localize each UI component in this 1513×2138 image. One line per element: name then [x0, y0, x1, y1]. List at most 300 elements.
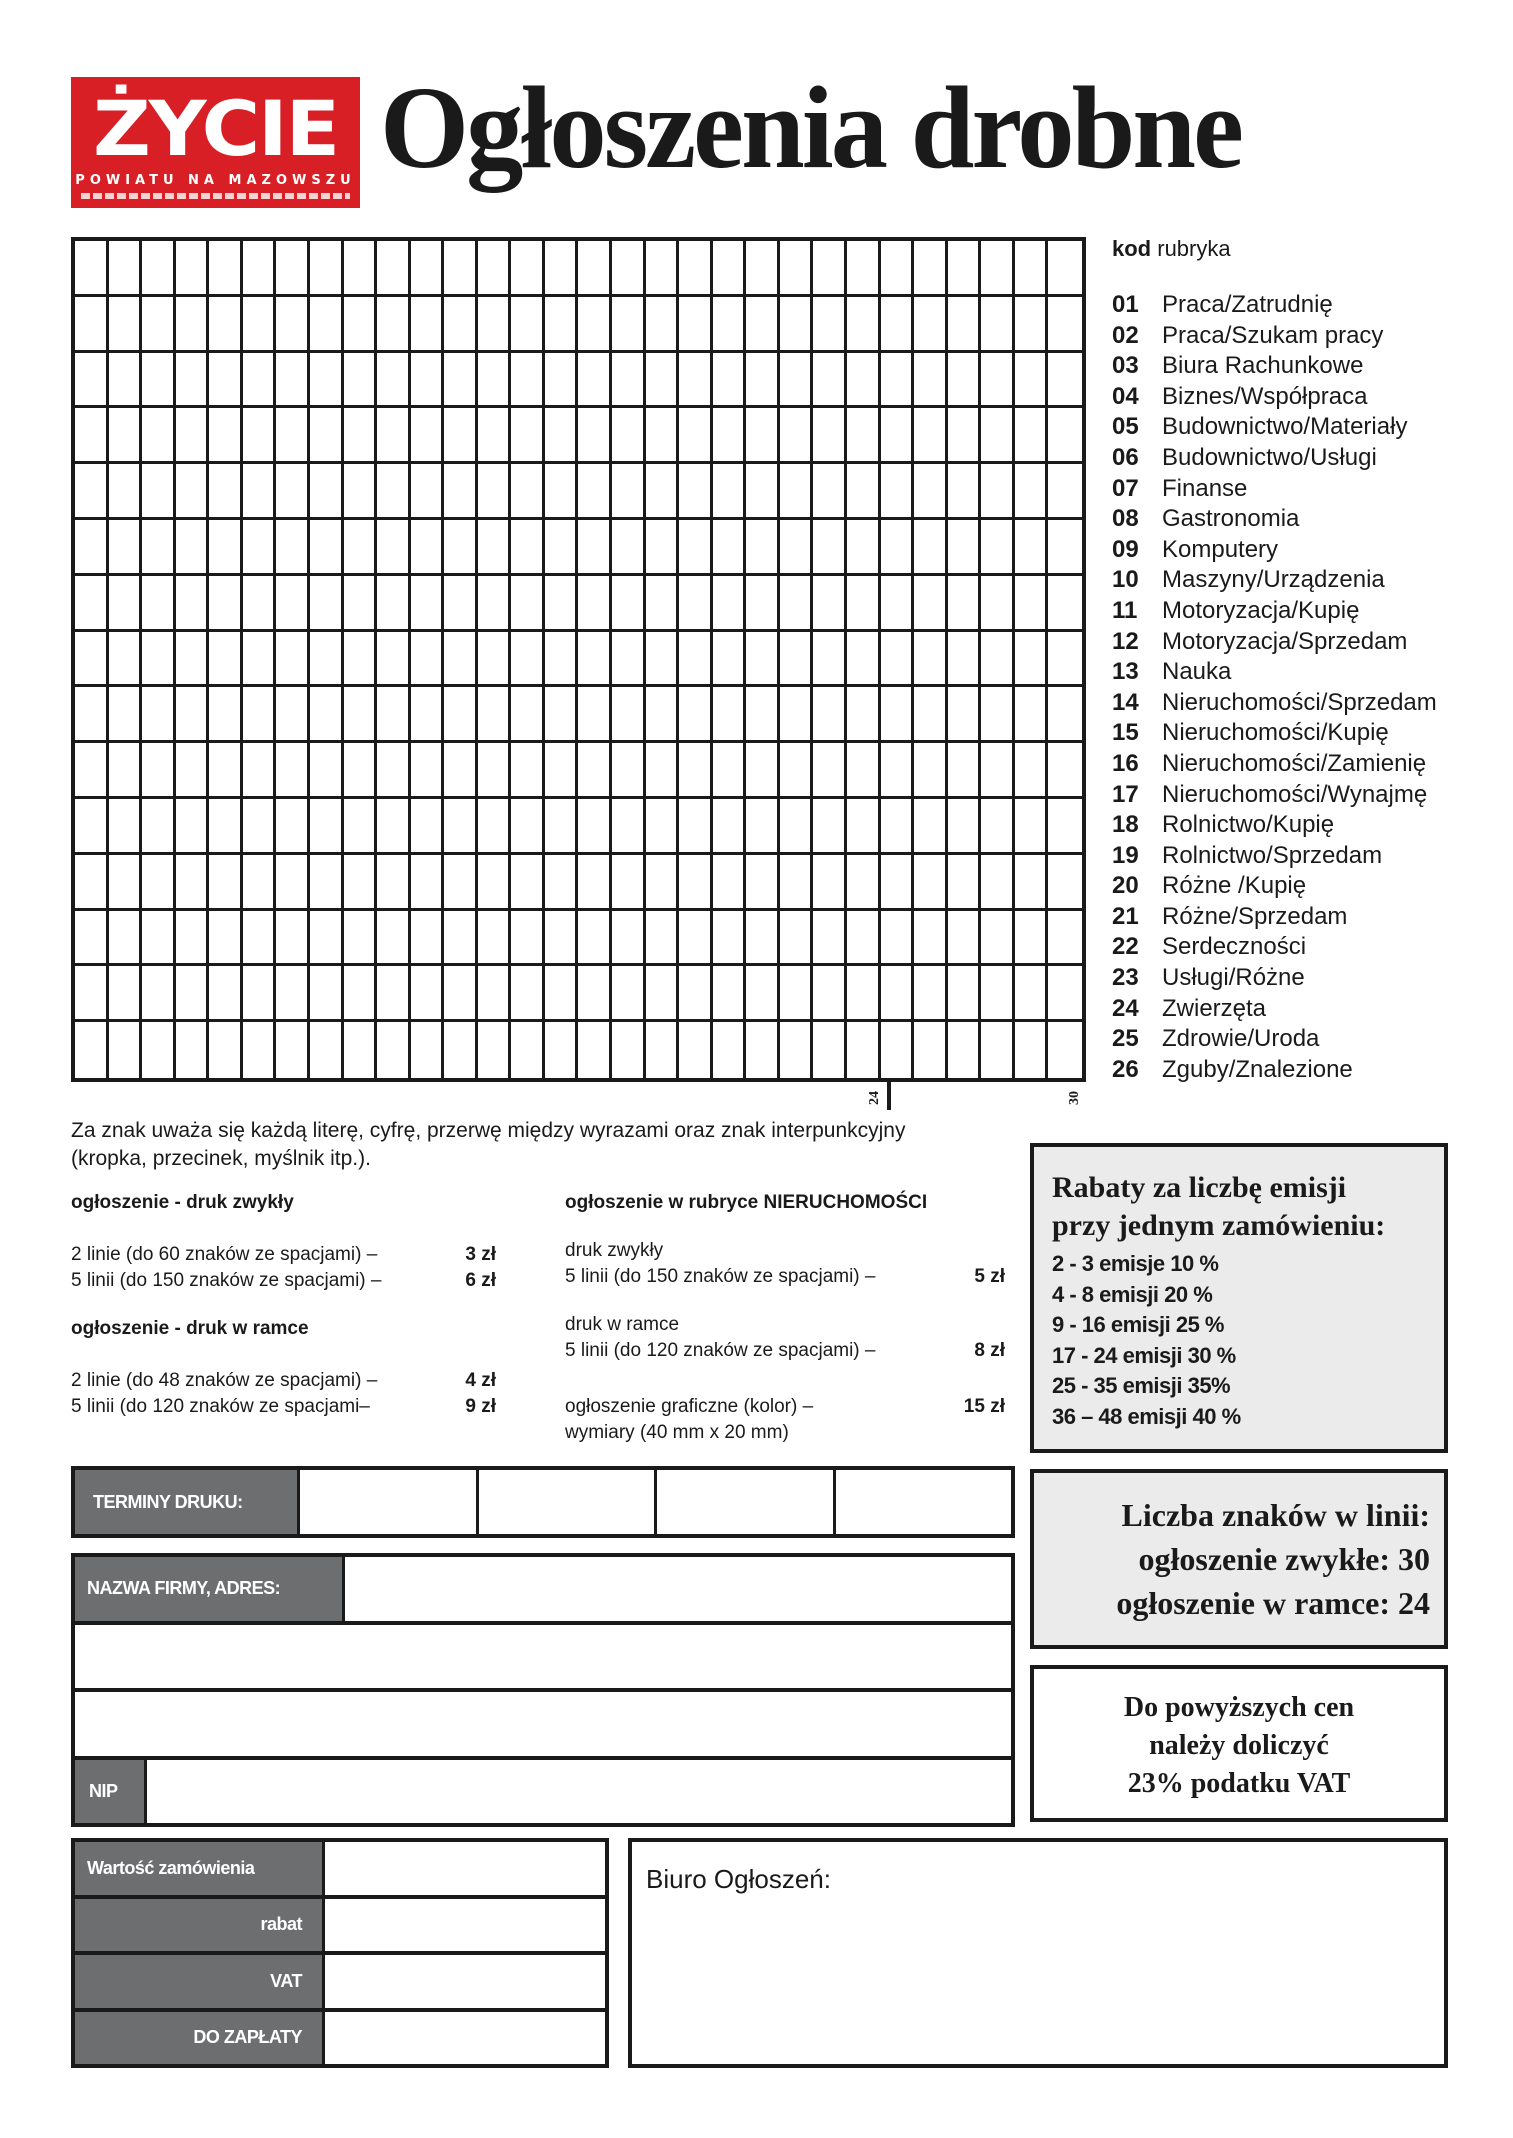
grid-cell[interactable]	[310, 241, 344, 297]
grid-cell[interactable]	[75, 855, 109, 911]
grid-cell[interactable]	[948, 743, 982, 799]
grid-cell[interactable]	[310, 632, 344, 688]
grid-cell[interactable]	[578, 911, 612, 967]
grid-cell[interactable]	[142, 632, 176, 688]
grid-cell[interactable]	[612, 1022, 646, 1078]
grid-cell[interactable]	[881, 966, 915, 1022]
grid-cell[interactable]	[109, 353, 143, 409]
grid-cell[interactable]	[780, 353, 814, 409]
grid-cell[interactable]	[881, 911, 915, 967]
grid-cell[interactable]	[948, 576, 982, 632]
grid-cell[interactable]	[780, 799, 814, 855]
grid-cell[interactable]	[511, 576, 545, 632]
grid-cell[interactable]	[209, 911, 243, 967]
grid-cell[interactable]	[612, 408, 646, 464]
grid-cell[interactable]	[914, 1022, 948, 1078]
grid-cell[interactable]	[746, 632, 780, 688]
grid-cell[interactable]	[344, 520, 378, 576]
grid-cell[interactable]	[780, 241, 814, 297]
grid-cell[interactable]	[713, 799, 747, 855]
grid-cell[interactable]	[713, 855, 747, 911]
grid-cell[interactable]	[914, 799, 948, 855]
grid-cell[interactable]	[478, 799, 512, 855]
grid-cell[interactable]	[847, 743, 881, 799]
grid-cell[interactable]	[813, 408, 847, 464]
grid-cell[interactable]	[176, 576, 210, 632]
grid-cell[interactable]	[243, 408, 277, 464]
grid-cell[interactable]	[646, 1022, 680, 1078]
grid-cell[interactable]	[478, 241, 512, 297]
grid-cell[interactable]	[444, 520, 478, 576]
discount-field[interactable]	[325, 1899, 605, 1952]
grid-cell[interactable]	[948, 799, 982, 855]
grid-cell[interactable]	[881, 353, 915, 409]
grid-cell[interactable]	[1048, 743, 1082, 799]
grid-cell[interactable]	[75, 1022, 109, 1078]
grid-cell[interactable]	[377, 241, 411, 297]
grid-cell[interactable]	[948, 241, 982, 297]
grid-cell[interactable]	[310, 966, 344, 1022]
grid-cell[interactable]	[914, 687, 948, 743]
grid-cell[interactable]	[679, 520, 713, 576]
grid-cell[interactable]	[243, 743, 277, 799]
grid-cell[interactable]	[713, 297, 747, 353]
grid-cell[interactable]	[411, 799, 445, 855]
grid-cell[interactable]	[948, 632, 982, 688]
grid-cell[interactable]	[411, 241, 445, 297]
grid-cell[interactable]	[981, 743, 1015, 799]
grid-cell[interactable]	[1048, 353, 1082, 409]
grid-cell[interactable]	[276, 408, 310, 464]
grid-cell[interactable]	[914, 464, 948, 520]
grid-cell[interactable]	[377, 576, 411, 632]
grid-cell[interactable]	[310, 576, 344, 632]
grid-cell[interactable]	[780, 520, 814, 576]
grid-cell[interactable]	[578, 464, 612, 520]
grid-cell[interactable]	[142, 408, 176, 464]
grid-cell[interactable]	[176, 911, 210, 967]
grid-cell[interactable]	[478, 743, 512, 799]
grid-cell[interactable]	[847, 966, 881, 1022]
grid-cell[interactable]	[545, 799, 579, 855]
grid-cell[interactable]	[914, 408, 948, 464]
grid-cell[interactable]	[1048, 855, 1082, 911]
grid-cell[interactable]	[478, 408, 512, 464]
ad-office-box[interactable]	[628, 1838, 1448, 2068]
grid-cell[interactable]	[813, 576, 847, 632]
grid-cell[interactable]	[344, 1022, 378, 1078]
grid-cell[interactable]	[612, 911, 646, 967]
grid-cell[interactable]	[780, 911, 814, 967]
grid-cell[interactable]	[109, 1022, 143, 1078]
total-field[interactable]	[325, 2012, 605, 2065]
grid-cell[interactable]	[310, 464, 344, 520]
grid-cell[interactable]	[948, 911, 982, 967]
grid-cell[interactable]	[444, 799, 478, 855]
grid-cell[interactable]	[109, 799, 143, 855]
grid-cell[interactable]	[411, 743, 445, 799]
grid-cell[interactable]	[310, 743, 344, 799]
grid-cell[interactable]	[310, 687, 344, 743]
grid-cell[interactable]	[813, 297, 847, 353]
grid-cell[interactable]	[713, 632, 747, 688]
address-line-2-field[interactable]	[75, 1692, 1011, 1756]
grid-cell[interactable]	[780, 297, 814, 353]
grid-cell[interactable]	[646, 687, 680, 743]
grid-cell[interactable]	[176, 464, 210, 520]
grid-cell[interactable]	[746, 1022, 780, 1078]
grid-cell[interactable]	[377, 408, 411, 464]
grid-cell[interactable]	[142, 353, 176, 409]
grid-cell[interactable]	[646, 855, 680, 911]
grid-cell[interactable]	[981, 966, 1015, 1022]
grid-cell[interactable]	[344, 297, 378, 353]
grid-cell[interactable]	[209, 966, 243, 1022]
grid-cell[interactable]	[981, 1022, 1015, 1078]
grid-cell[interactable]	[746, 520, 780, 576]
grid-cell[interactable]	[679, 911, 713, 967]
grid-cell[interactable]	[209, 1022, 243, 1078]
grid-cell[interactable]	[344, 576, 378, 632]
grid-cell[interactable]	[746, 353, 780, 409]
grid-cell[interactable]	[411, 408, 445, 464]
grid-cell[interactable]	[377, 911, 411, 967]
grid-cell[interactable]	[142, 966, 176, 1022]
grid-cell[interactable]	[243, 632, 277, 688]
grid-cell[interactable]	[444, 241, 478, 297]
grid-cell[interactable]	[109, 520, 143, 576]
grid-cell[interactable]	[344, 241, 378, 297]
grid-cell[interactable]	[511, 743, 545, 799]
grid-cell[interactable]	[545, 464, 579, 520]
grid-cell[interactable]	[545, 241, 579, 297]
grid-cell[interactable]	[511, 966, 545, 1022]
grid-cell[interactable]	[847, 297, 881, 353]
grid-cell[interactable]	[109, 576, 143, 632]
grid-cell[interactable]	[142, 1022, 176, 1078]
grid-cell[interactable]	[981, 911, 1015, 967]
grid-cell[interactable]	[646, 632, 680, 688]
grid-cell[interactable]	[713, 464, 747, 520]
grid-cell[interactable]	[411, 632, 445, 688]
grid-cell[interactable]	[746, 464, 780, 520]
grid-cell[interactable]	[981, 464, 1015, 520]
grid-cell[interactable]	[75, 408, 109, 464]
grid-cell[interactable]	[881, 1022, 915, 1078]
grid-cell[interactable]	[813, 799, 847, 855]
grid-cell[interactable]	[813, 241, 847, 297]
grid-cell[interactable]	[243, 966, 277, 1022]
grid-cell[interactable]	[1048, 408, 1082, 464]
grid-cell[interactable]	[578, 632, 612, 688]
grid-cell[interactable]	[847, 1022, 881, 1078]
grid-cell[interactable]	[511, 464, 545, 520]
grid-cell[interactable]	[1015, 1022, 1049, 1078]
grid-cell[interactable]	[612, 799, 646, 855]
grid-cell[interactable]	[478, 966, 512, 1022]
grid-cell[interactable]	[1048, 799, 1082, 855]
grid-cell[interactable]	[243, 241, 277, 297]
grid-cell[interactable]	[646, 799, 680, 855]
grid-cell[interactable]	[75, 576, 109, 632]
grid-cell[interactable]	[646, 966, 680, 1022]
grid-cell[interactable]	[176, 1022, 210, 1078]
grid-cell[interactable]	[176, 408, 210, 464]
grid-cell[interactable]	[545, 855, 579, 911]
grid-cell[interactable]	[646, 520, 680, 576]
grid-cell[interactable]	[847, 911, 881, 967]
grid-cell[interactable]	[243, 799, 277, 855]
grid-cell[interactable]	[444, 911, 478, 967]
grid-cell[interactable]	[780, 966, 814, 1022]
grid-cell[interactable]	[679, 353, 713, 409]
grid-cell[interactable]	[545, 408, 579, 464]
grid-cell[interactable]	[176, 520, 210, 576]
grid-cell[interactable]	[948, 520, 982, 576]
grid-cell[interactable]	[109, 464, 143, 520]
grid-cell[interactable]	[478, 353, 512, 409]
grid-cell[interactable]	[914, 297, 948, 353]
grid-cell[interactable]	[176, 241, 210, 297]
grid-cell[interactable]	[411, 297, 445, 353]
grid-cell[interactable]	[142, 855, 176, 911]
grid-cell[interactable]	[914, 353, 948, 409]
grid-cell[interactable]	[780, 632, 814, 688]
grid-cell[interactable]	[444, 632, 478, 688]
grid-cell[interactable]	[612, 464, 646, 520]
grid-cell[interactable]	[377, 464, 411, 520]
grid-cell[interactable]	[981, 408, 1015, 464]
grid-cell[interactable]	[948, 297, 982, 353]
grid-cell[interactable]	[746, 687, 780, 743]
grid-cell[interactable]	[511, 353, 545, 409]
grid-cell[interactable]	[679, 799, 713, 855]
grid-cell[interactable]	[243, 1022, 277, 1078]
grid-cell[interactable]	[243, 911, 277, 967]
grid-cell[interactable]	[142, 743, 176, 799]
grid-cell[interactable]	[377, 297, 411, 353]
grid-cell[interactable]	[478, 297, 512, 353]
grid-cell[interactable]	[176, 743, 210, 799]
grid-cell[interactable]	[511, 1022, 545, 1078]
grid-cell[interactable]	[713, 743, 747, 799]
grid-cell[interactable]	[276, 632, 310, 688]
grid-cell[interactable]	[209, 241, 243, 297]
grid-cell[interactable]	[444, 743, 478, 799]
grid-cell[interactable]	[75, 464, 109, 520]
grid-cell[interactable]	[511, 408, 545, 464]
grid-cell[interactable]	[679, 1022, 713, 1078]
grid-cell[interactable]	[881, 297, 915, 353]
grid-cell[interactable]	[679, 241, 713, 297]
grid-cell[interactable]	[881, 241, 915, 297]
grid-cell[interactable]	[914, 911, 948, 967]
grid-cell[interactable]	[780, 855, 814, 911]
grid-cell[interactable]	[310, 353, 344, 409]
grid-cell[interactable]	[142, 520, 176, 576]
grid-cell[interactable]	[377, 353, 411, 409]
print-date-field[interactable]	[300, 1470, 479, 1534]
grid-cell[interactable]	[276, 799, 310, 855]
grid-cell[interactable]	[881, 520, 915, 576]
grid-cell[interactable]	[847, 520, 881, 576]
grid-cell[interactable]	[243, 464, 277, 520]
grid-cell[interactable]	[679, 966, 713, 1022]
grid-cell[interactable]	[511, 799, 545, 855]
grid-cell[interactable]	[847, 576, 881, 632]
grid-cell[interactable]	[276, 855, 310, 911]
grid-cell[interactable]	[444, 966, 478, 1022]
grid-cell[interactable]	[813, 632, 847, 688]
grid-cell[interactable]	[780, 576, 814, 632]
grid-cell[interactable]	[243, 520, 277, 576]
grid-cell[interactable]	[142, 576, 176, 632]
grid-cell[interactable]	[847, 855, 881, 911]
grid-cell[interactable]	[75, 241, 109, 297]
grid-cell[interactable]	[612, 576, 646, 632]
grid-cell[interactable]	[948, 687, 982, 743]
grid-cell[interactable]	[1015, 520, 1049, 576]
grid-cell[interactable]	[344, 687, 378, 743]
grid-cell[interactable]	[813, 520, 847, 576]
grid-cell[interactable]	[209, 520, 243, 576]
grid-cell[interactable]	[411, 464, 445, 520]
grid-cell[interactable]	[1015, 799, 1049, 855]
grid-cell[interactable]	[444, 353, 478, 409]
grid-cell[interactable]	[914, 966, 948, 1022]
grid-cell[interactable]	[377, 799, 411, 855]
grid-cell[interactable]	[981, 241, 1015, 297]
grid-cell[interactable]	[444, 576, 478, 632]
grid-cell[interactable]	[578, 408, 612, 464]
grid-cell[interactable]	[142, 241, 176, 297]
grid-cell[interactable]	[276, 353, 310, 409]
grid-cell[interactable]	[276, 1022, 310, 1078]
grid-cell[interactable]	[176, 687, 210, 743]
grid-cell[interactable]	[142, 297, 176, 353]
grid-cell[interactable]	[1015, 408, 1049, 464]
grid-cell[interactable]	[209, 408, 243, 464]
grid-cell[interactable]	[276, 911, 310, 967]
grid-cell[interactable]	[646, 464, 680, 520]
grid-cell[interactable]	[377, 966, 411, 1022]
grid-cell[interactable]	[75, 966, 109, 1022]
grid-cell[interactable]	[75, 520, 109, 576]
grid-cell[interactable]	[142, 911, 176, 967]
grid-cell[interactable]	[209, 743, 243, 799]
grid-cell[interactable]	[545, 632, 579, 688]
grid-cell[interactable]	[780, 464, 814, 520]
grid-cell[interactable]	[948, 1022, 982, 1078]
grid-cell[interactable]	[478, 520, 512, 576]
grid-cell[interactable]	[679, 576, 713, 632]
print-date-field[interactable]	[836, 1470, 1012, 1534]
grid-cell[interactable]	[847, 241, 881, 297]
grid-cell[interactable]	[511, 297, 545, 353]
grid-cell[interactable]	[142, 799, 176, 855]
grid-cell[interactable]	[344, 799, 378, 855]
grid-cell[interactable]	[1015, 241, 1049, 297]
grid-cell[interactable]	[1048, 576, 1082, 632]
grid-cell[interactable]	[545, 1022, 579, 1078]
grid-cell[interactable]	[679, 408, 713, 464]
grid-cell[interactable]	[243, 297, 277, 353]
grid-cell[interactable]	[578, 353, 612, 409]
grid-cell[interactable]	[1015, 855, 1049, 911]
grid-cell[interactable]	[746, 241, 780, 297]
grid-cell[interactable]	[411, 1022, 445, 1078]
grid-cell[interactable]	[612, 687, 646, 743]
grid-cell[interactable]	[881, 855, 915, 911]
grid-cell[interactable]	[444, 408, 478, 464]
grid-cell[interactable]	[411, 855, 445, 911]
grid-cell[interactable]	[746, 799, 780, 855]
grid-cell[interactable]	[914, 855, 948, 911]
grid-cell[interactable]	[981, 576, 1015, 632]
grid-cell[interactable]	[780, 743, 814, 799]
grid-cell[interactable]	[746, 911, 780, 967]
grid-cell[interactable]	[847, 687, 881, 743]
grid-cell[interactable]	[612, 966, 646, 1022]
grid-cell[interactable]	[109, 743, 143, 799]
grid-cell[interactable]	[881, 743, 915, 799]
grid-cell[interactable]	[411, 353, 445, 409]
grid-cell[interactable]	[746, 855, 780, 911]
grid-cell[interactable]	[948, 408, 982, 464]
grid-cell[interactable]	[612, 353, 646, 409]
grid-cell[interactable]	[478, 576, 512, 632]
grid-cell[interactable]	[813, 353, 847, 409]
grid-cell[interactable]	[478, 1022, 512, 1078]
grid-cell[interactable]	[881, 687, 915, 743]
grid-cell[interactable]	[746, 966, 780, 1022]
grid-cell[interactable]	[545, 297, 579, 353]
grid-cell[interactable]	[109, 911, 143, 967]
grid-cell[interactable]	[276, 687, 310, 743]
grid-cell[interactable]	[75, 297, 109, 353]
grid-cell[interactable]	[713, 1022, 747, 1078]
grid-cell[interactable]	[813, 464, 847, 520]
grid-cell[interactable]	[276, 297, 310, 353]
address-line-1-field[interactable]	[75, 1625, 1011, 1689]
grid-cell[interactable]	[344, 353, 378, 409]
grid-cell[interactable]	[612, 241, 646, 297]
grid-cell[interactable]	[881, 408, 915, 464]
grid-cell[interactable]	[109, 966, 143, 1022]
grid-cell[interactable]	[713, 911, 747, 967]
grid-cell[interactable]	[176, 799, 210, 855]
grid-cell[interactable]	[75, 353, 109, 409]
grid-cell[interactable]	[411, 687, 445, 743]
grid-cell[interactable]	[1015, 297, 1049, 353]
grid-cell[interactable]	[176, 632, 210, 688]
grid-cell[interactable]	[377, 687, 411, 743]
grid-cell[interactable]	[209, 855, 243, 911]
grid-cell[interactable]	[713, 241, 747, 297]
grid-cell[interactable]	[847, 408, 881, 464]
grid-cell[interactable]	[948, 464, 982, 520]
grid-cell[interactable]	[1048, 520, 1082, 576]
grid-cell[interactable]	[679, 632, 713, 688]
grid-cell[interactable]	[545, 576, 579, 632]
grid-cell[interactable]	[377, 743, 411, 799]
grid-cell[interactable]	[646, 297, 680, 353]
grid-cell[interactable]	[344, 966, 378, 1022]
grid-cell[interactable]	[1015, 687, 1049, 743]
grid-cell[interactable]	[478, 687, 512, 743]
grid-cell[interactable]	[713, 576, 747, 632]
grid-cell[interactable]	[209, 632, 243, 688]
